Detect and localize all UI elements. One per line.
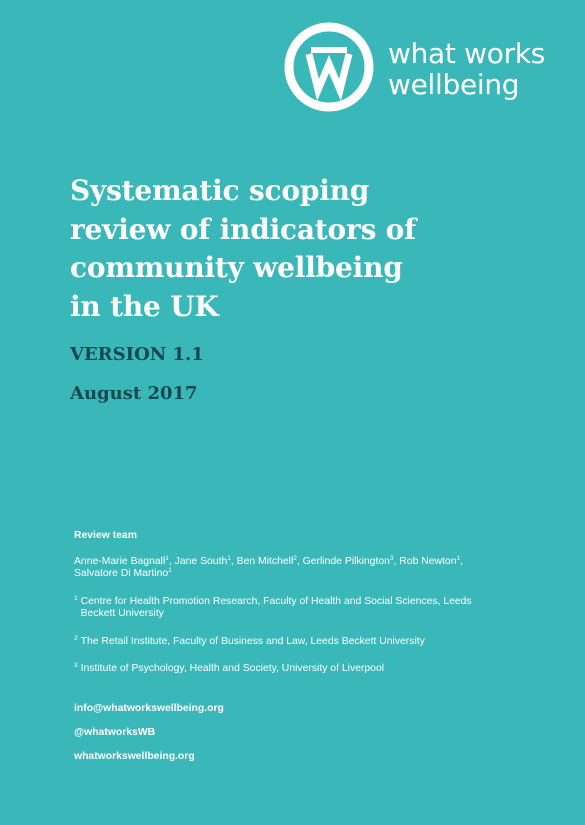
affiliation-3 bbox=[74, 663, 504, 676]
affiliation-number: 3 bbox=[74, 662, 78, 669]
logo-line-2: wellbeing bbox=[388, 68, 520, 101]
author-separator: , bbox=[168, 555, 175, 567]
author-name: Salvatore Di Martino bbox=[74, 568, 169, 579]
contact-section bbox=[74, 703, 224, 775]
affiliation-1 bbox=[74, 596, 504, 621]
author-affiliation-mark: 2 bbox=[293, 554, 297, 562]
affiliation-text: Centre for Health Promotion Research, Faculty of Health and Social Sciences, Leeds Beckett University bbox=[80, 595, 472, 619]
author-affiliation-mark: 1 bbox=[168, 567, 172, 574]
author-name: Ben Mitchell bbox=[236, 555, 294, 567]
author-affiliation-mark: 1 bbox=[165, 554, 169, 562]
contact-website[interactable]: whatworkswellbeing.org bbox=[74, 751, 195, 762]
author-list bbox=[74, 556, 504, 581]
contact-email[interactable]: info@whatworkswellbeing.org bbox=[74, 703, 224, 714]
wwwb-logo-icon bbox=[282, 20, 376, 114]
affiliation-2 bbox=[74, 636, 504, 649]
version-label: VERSION 1.1 bbox=[70, 344, 204, 365]
review-team-heading: Review team bbox=[74, 530, 137, 541]
author-affiliation-mark: 1 bbox=[227, 554, 231, 562]
affiliation-number: 2 bbox=[74, 634, 78, 642]
contact-twitter[interactable]: @whatworksWB bbox=[74, 727, 156, 738]
author-name: Rob Newton bbox=[399, 555, 457, 567]
author-separator: , bbox=[460, 555, 463, 567]
affiliation-text: Institute of Psychology, Health and Society, University of Liverpool bbox=[80, 663, 385, 674]
logo-line-1: what works bbox=[388, 37, 546, 70]
author-separator: , bbox=[393, 555, 400, 567]
author-separator: , bbox=[296, 555, 303, 567]
author-name: Anne-Marie Bagnall bbox=[74, 555, 166, 567]
title-line-1: Systematic scoping bbox=[70, 174, 370, 207]
author-affiliation-mark: 3 bbox=[389, 554, 394, 562]
title-line-2: review of indicators of bbox=[70, 212, 417, 246]
author-separator: , bbox=[230, 555, 237, 567]
title-line-3: community wellbeing bbox=[70, 251, 403, 284]
what-works-wellbeing-logo bbox=[282, 20, 582, 114]
logo-wordmark bbox=[388, 38, 545, 100]
author-affiliation-mark: 1 bbox=[456, 554, 461, 562]
review-team-section bbox=[74, 530, 504, 691]
author-name: Jane South bbox=[174, 555, 228, 567]
affiliation-number: 1 bbox=[74, 594, 78, 602]
author-name: Gerlinde Pilkington bbox=[302, 555, 390, 567]
title-line-4: in the UK bbox=[70, 289, 219, 323]
affiliation-text: The Retail Institute, Faculty of Business and Law, Leeds Beckett University bbox=[80, 635, 425, 647]
publication-date: August 2017 bbox=[70, 383, 198, 404]
report-title bbox=[70, 172, 450, 326]
